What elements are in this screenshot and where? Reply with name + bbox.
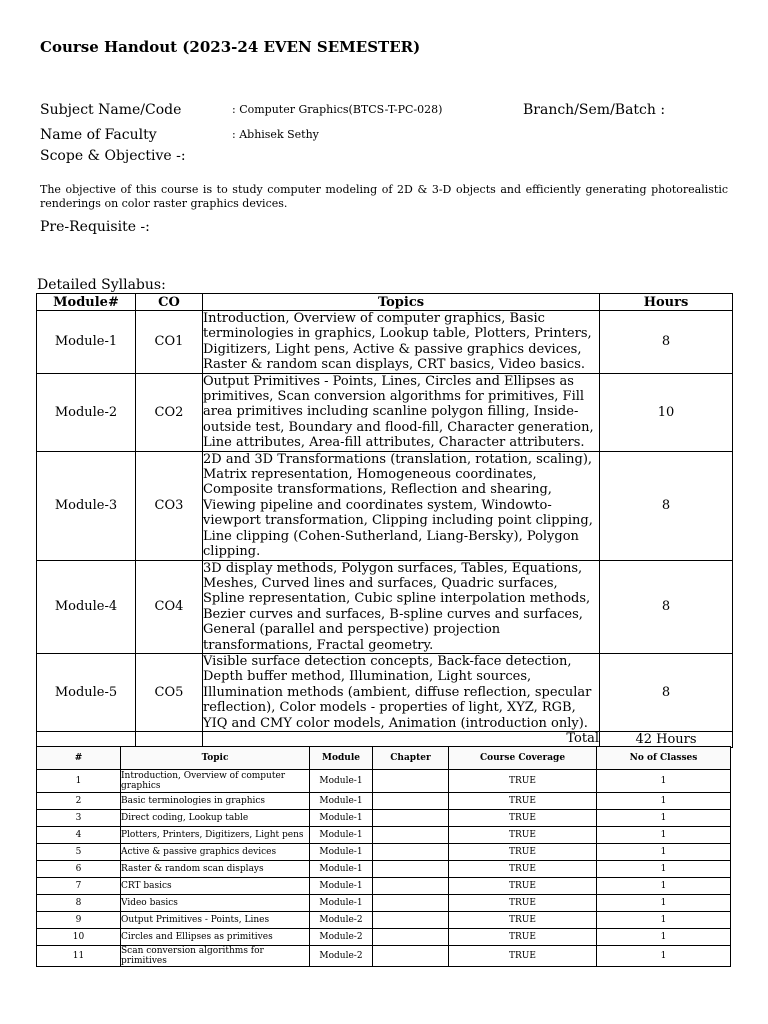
module-cell: Module-1 xyxy=(310,810,373,827)
coverage-cell: TRUE xyxy=(449,770,597,793)
table-row xyxy=(37,946,731,967)
table-row xyxy=(37,770,731,793)
row-number: 3 xyxy=(37,810,121,827)
co-cell: CO3 xyxy=(136,451,203,560)
table-row xyxy=(37,895,731,912)
chapter-cell xyxy=(373,861,449,878)
page-title: Course Handout (2023-24 EVEN SEMESTER) xyxy=(40,38,421,56)
topic-cell: Circles and Ellipses as primitives xyxy=(121,929,310,946)
header-module: Module xyxy=(310,747,373,770)
table-row xyxy=(37,861,731,878)
table-row xyxy=(37,451,733,560)
chapter-cell xyxy=(373,793,449,810)
module-cell: Module-3 xyxy=(37,451,136,560)
co-cell: CO5 xyxy=(136,653,203,731)
row-number: 5 xyxy=(37,844,121,861)
module-cell: Module-1 xyxy=(310,793,373,810)
module-cell: Module-1 xyxy=(310,895,373,912)
topic-cell: Output Primitives - Points, Lines xyxy=(121,912,310,929)
row-number: 7 xyxy=(37,878,121,895)
coverage-cell: TRUE xyxy=(449,827,597,844)
chapter-cell xyxy=(373,912,449,929)
subject-value: : Computer Graphics(BTCS-T-PC-028) xyxy=(232,103,443,116)
table-row xyxy=(37,929,731,946)
scope-label: Scope & Objective -: xyxy=(40,148,186,164)
classes-cell: 1 xyxy=(597,878,731,895)
chapter-cell xyxy=(373,878,449,895)
module-cell: Module-1 xyxy=(310,878,373,895)
hours-cell: 8 xyxy=(600,451,733,560)
syllabus-header-row xyxy=(37,294,733,311)
classes-cell: 1 xyxy=(597,844,731,861)
coverage-cell: TRUE xyxy=(449,912,597,929)
header-co: CO xyxy=(136,294,203,311)
classes-cell: 1 xyxy=(597,770,731,793)
header-no-of-classes: No of Classes xyxy=(597,747,731,770)
classes-cell: 1 xyxy=(597,793,731,810)
classes-cell: 1 xyxy=(597,912,731,929)
prerequisite-label: Pre-Requisite -: xyxy=(40,219,150,235)
header-course-coverage: Course Coverage xyxy=(449,747,597,770)
total-label: Total xyxy=(203,731,600,747)
topic-cell: Introduction, Overview of computer graphics xyxy=(121,770,310,793)
chapter-cell xyxy=(373,946,449,967)
chapter-cell xyxy=(373,844,449,861)
header-chapter: Chapter xyxy=(373,747,449,770)
objective-text: The objective of this course is to study computer modeling of 2D & 3-D objects and efficiently generating photorealistic renderings on color raster graphics devices. xyxy=(40,183,728,210)
coverage-cell: TRUE xyxy=(449,810,597,827)
header-number: # xyxy=(37,747,121,770)
plan-header-row xyxy=(37,747,731,770)
topics-cell: 2D and 3D Transformations (translation, rotation, scaling), Matrix representation, Homogeneous coordinates, Composite transformations, Reflection and shearing, Viewing pipeline and coordinates system, Windowto- viewport transformation, Clipping including point clipping, Line clipping (Cohen-Sutherland, Liang-Bersky), Polygon clipping. xyxy=(203,451,600,560)
hours-cell: 8 xyxy=(600,560,733,653)
row-number: 9 xyxy=(37,912,121,929)
header-hours: Hours xyxy=(600,294,733,311)
header-module: Module# xyxy=(37,294,136,311)
module-cell: Module-1 xyxy=(310,844,373,861)
chapter-cell xyxy=(373,770,449,793)
table-row xyxy=(37,793,731,810)
topics-cell: Introduction, Overview of computer graphics, Basic terminologies in graphics, Lookup table, Plotters, Printers, Digitizers, Light pens, Active & passive graphics devices, Raster & random scan displays, CRT basics, Video basics. xyxy=(203,311,600,374)
coverage-cell: TRUE xyxy=(449,861,597,878)
topic-cell: CRT basics xyxy=(121,878,310,895)
coverage-cell: TRUE xyxy=(449,793,597,810)
hours-cell: 10 xyxy=(600,373,733,451)
topic-cell: Basic terminologies in graphics xyxy=(121,793,310,810)
row-number: 10 xyxy=(37,929,121,946)
header-topic: Topic xyxy=(121,747,310,770)
row-number: 6 xyxy=(37,861,121,878)
chapter-cell xyxy=(373,810,449,827)
syllabus-table xyxy=(36,293,733,748)
module-cell: Module-2 xyxy=(310,912,373,929)
syllabus-heading: Detailed Syllabus: xyxy=(37,277,166,293)
coverage-cell: TRUE xyxy=(449,946,597,967)
total-hours: 42 Hours xyxy=(600,731,733,747)
subject-label: Subject Name/Code xyxy=(40,102,182,118)
header-topics: Topics xyxy=(203,294,600,311)
module-cell: Module-2 xyxy=(37,373,136,451)
module-cell: Module-2 xyxy=(310,929,373,946)
classes-cell: 1 xyxy=(597,861,731,878)
row-number: 2 xyxy=(37,793,121,810)
module-cell: Module-2 xyxy=(310,946,373,967)
chapter-cell xyxy=(373,895,449,912)
coverage-cell: TRUE xyxy=(449,878,597,895)
module-cell: Module-5 xyxy=(37,653,136,731)
table-row xyxy=(37,373,733,451)
table-row xyxy=(37,878,731,895)
topic-cell: Scan conversion algorithms for primitives xyxy=(121,946,310,967)
module-cell: Module-1 xyxy=(310,861,373,878)
topics-cell: 3D display methods, Polygon surfaces, Tables, Equations, Meshes, Curved lines and surfaces, Quadric surfaces, Spline representation, Cubic spline interpolation methods, Bezier curves and surfaces, B-spline curves and surfaces, General (parallel and perspective) projection transformations, Fractal geometry. xyxy=(203,560,600,653)
table-row xyxy=(37,653,733,731)
co-cell: CO1 xyxy=(136,311,203,374)
topic-cell: Active & passive graphics devices xyxy=(121,844,310,861)
hours-cell: 8 xyxy=(600,653,733,731)
topics-cell: Visible surface detection concepts, Back-face detection, Depth buffer method, Illumination, Light sources, Illumination methods (ambient, diffuse reflection, specular reflection), Color models - properties of light, XYZ, RGB, YIQ and CMY color models, Animation (introduction only). xyxy=(203,653,600,731)
coverage-cell: TRUE xyxy=(449,929,597,946)
row-number: 8 xyxy=(37,895,121,912)
module-cell: Module-1 xyxy=(37,311,136,374)
chapter-cell xyxy=(373,827,449,844)
row-number: 11 xyxy=(37,946,121,967)
module-cell: Module-1 xyxy=(310,827,373,844)
table-row xyxy=(37,827,731,844)
classes-cell: 1 xyxy=(597,929,731,946)
table-row xyxy=(37,311,733,374)
branch-label: Branch/Sem/Batch : xyxy=(523,102,666,118)
topic-cell: Direct coding, Lookup table xyxy=(121,810,310,827)
classes-cell: 1 xyxy=(597,946,731,967)
module-cell: Module-1 xyxy=(310,770,373,793)
table-row xyxy=(37,912,731,929)
module-cell: Module-4 xyxy=(37,560,136,653)
topic-cell: Plotters, Printers, Digitizers, Light pens xyxy=(121,827,310,844)
topic-cell: Video basics xyxy=(121,895,310,912)
classes-cell: 1 xyxy=(597,827,731,844)
row-number: 1 xyxy=(37,770,121,793)
classes-cell: 1 xyxy=(597,895,731,912)
table-row xyxy=(37,844,731,861)
row-number: 4 xyxy=(37,827,121,844)
co-cell: CO4 xyxy=(136,560,203,653)
classes-cell: 1 xyxy=(597,810,731,827)
faculty-value: : Abhisek Sethy xyxy=(232,128,319,141)
table-row xyxy=(37,560,733,653)
coverage-cell: TRUE xyxy=(449,844,597,861)
table-row xyxy=(37,810,731,827)
chapter-cell xyxy=(373,929,449,946)
co-cell: CO2 xyxy=(136,373,203,451)
lesson-plan-table xyxy=(36,746,731,967)
coverage-cell: TRUE xyxy=(449,895,597,912)
faculty-label: Name of Faculty xyxy=(40,127,157,143)
topic-cell: Raster & random scan displays xyxy=(121,861,310,878)
topics-cell: Output Primitives - Points, Lines, Circles and Ellipses as primitives, Scan conversion algorithms for primitives, Fill area primitives including scanline polygon filling, Inside-outside test, Boundary and flood-fill, Character generation, Line attributes, Area-fill attributes, Character attributers. xyxy=(203,373,600,451)
hours-cell: 8 xyxy=(600,311,733,374)
